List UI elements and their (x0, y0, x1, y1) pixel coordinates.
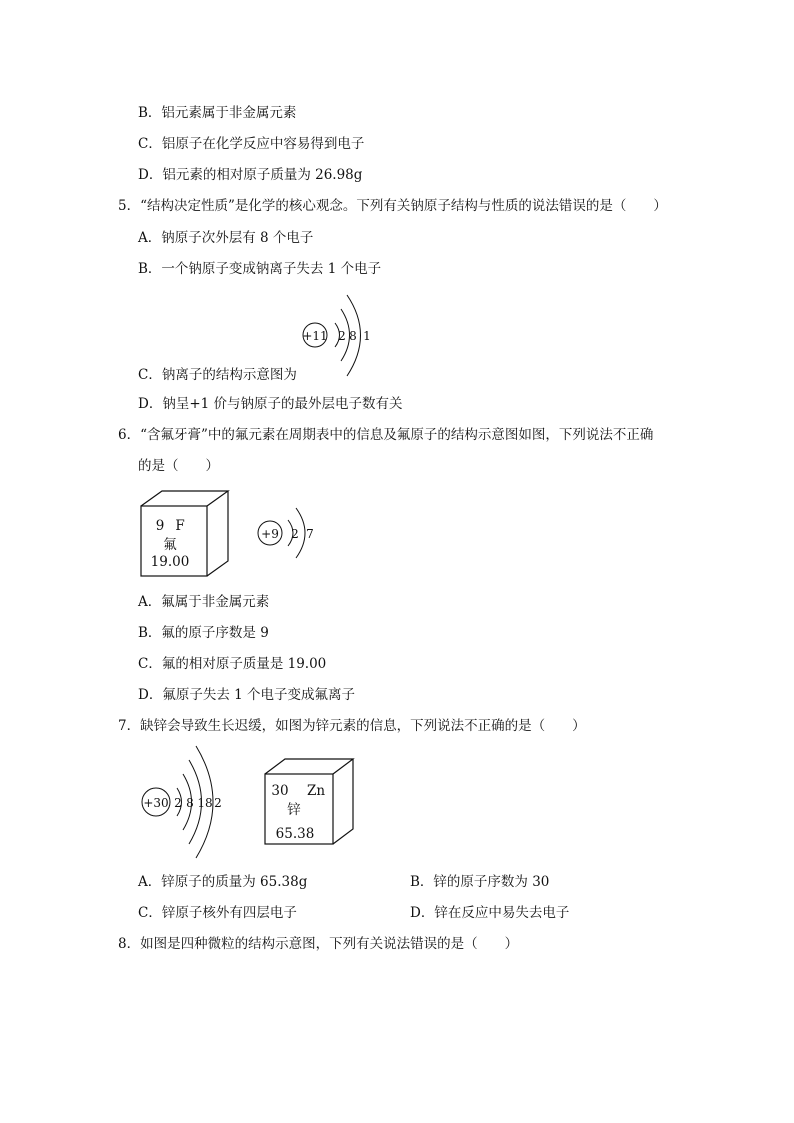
q4-option-b: B．铝元素属于非金属元素 (138, 105, 297, 121)
element-mass: 19.00 (150, 554, 190, 570)
q6-option-d: D．氟原子失去 1 个电子变成氟离子 (138, 687, 355, 703)
q6-stem-line-1: 6．“含氟牙膏”中的氟元素在周期表中的信息及氟原子的结构示意图如图，下列说法不正确 (118, 427, 654, 443)
q5-option-d: D．钠呈+1 价与钠原子的最外层电子数有关 (138, 396, 403, 412)
q5-option-b: B．一个钠原子变成钠离子失去 1 个电子 (138, 261, 382, 277)
shell-count-1: 2 (338, 329, 346, 343)
shell-count-2: 7 (306, 527, 314, 541)
shell-count-4: 2 (214, 796, 222, 810)
sodium-ion-diagram (298, 288, 388, 380)
q5-option-c: C．钠离子的结构示意图为 (138, 367, 297, 383)
shell-count-3: 18 (197, 796, 213, 810)
q5-stem: 5．“结构决定性质”是化学的核心观念。下列有关钠原子结构与性质的说法错误的是（ ） (118, 198, 667, 214)
shell-count-1: 2 (174, 796, 182, 810)
nucleus-label: +30 (143, 796, 169, 810)
q7-option-b: B．锌的原子序数为 30 (410, 874, 550, 890)
element-number: 9 (155, 518, 165, 534)
q7-option-d: D．锌在反应中易失去电子 (410, 905, 570, 921)
element-number: 30 (271, 783, 289, 799)
fluorine-atom-diagram (252, 502, 332, 566)
zinc-element-cell (262, 756, 358, 848)
q4-option-d: D．铝元素的相对原子质量为 26.98g (138, 167, 363, 183)
shell-count-1: 2 (291, 527, 299, 541)
fluorine-element-cell (138, 488, 233, 580)
q5-option-a: A．钠原子次外层有 8 个电子 (138, 230, 314, 246)
nucleus-label: +9 (261, 527, 279, 541)
element-symbol: F (175, 518, 185, 534)
q6-option-c: C．氟的相对原子质量是 19.00 (138, 656, 327, 672)
q6-option-b: B．氟的原子序数是 9 (138, 625, 269, 641)
q8-stem: 8．如图是四种微粒的结构示意图，下列有关说法错误的是（ ） (118, 936, 519, 952)
q4-option-c: C．铝原子在化学反应中容易得到电子 (138, 136, 365, 152)
element-mass: 65.38 (275, 826, 315, 842)
shell-count-2: 8 (349, 329, 357, 343)
q7-option-c: C．锌原子核外有四层电子 (138, 905, 297, 921)
shell-count-2: 8 (186, 796, 194, 810)
q7-option-a: A．锌原子的质量为 65.38g (138, 874, 308, 890)
shell-count-3: 1 (363, 329, 371, 343)
element-name: 氟 (163, 537, 177, 553)
zinc-atom-diagram (134, 740, 246, 866)
nucleus-label: +11 (302, 329, 328, 343)
q7-stem: 7．缺锌会导致生长迟缓，如图为锌元素的信息，下列说法不正确的是（ ） (118, 718, 586, 734)
element-name: 锌 (287, 802, 301, 818)
q6-stem-line-2: 的是（ ） (138, 458, 219, 474)
element-symbol: Zn (306, 783, 326, 799)
q6-option-a: A．氟属于非金属元素 (138, 594, 270, 610)
